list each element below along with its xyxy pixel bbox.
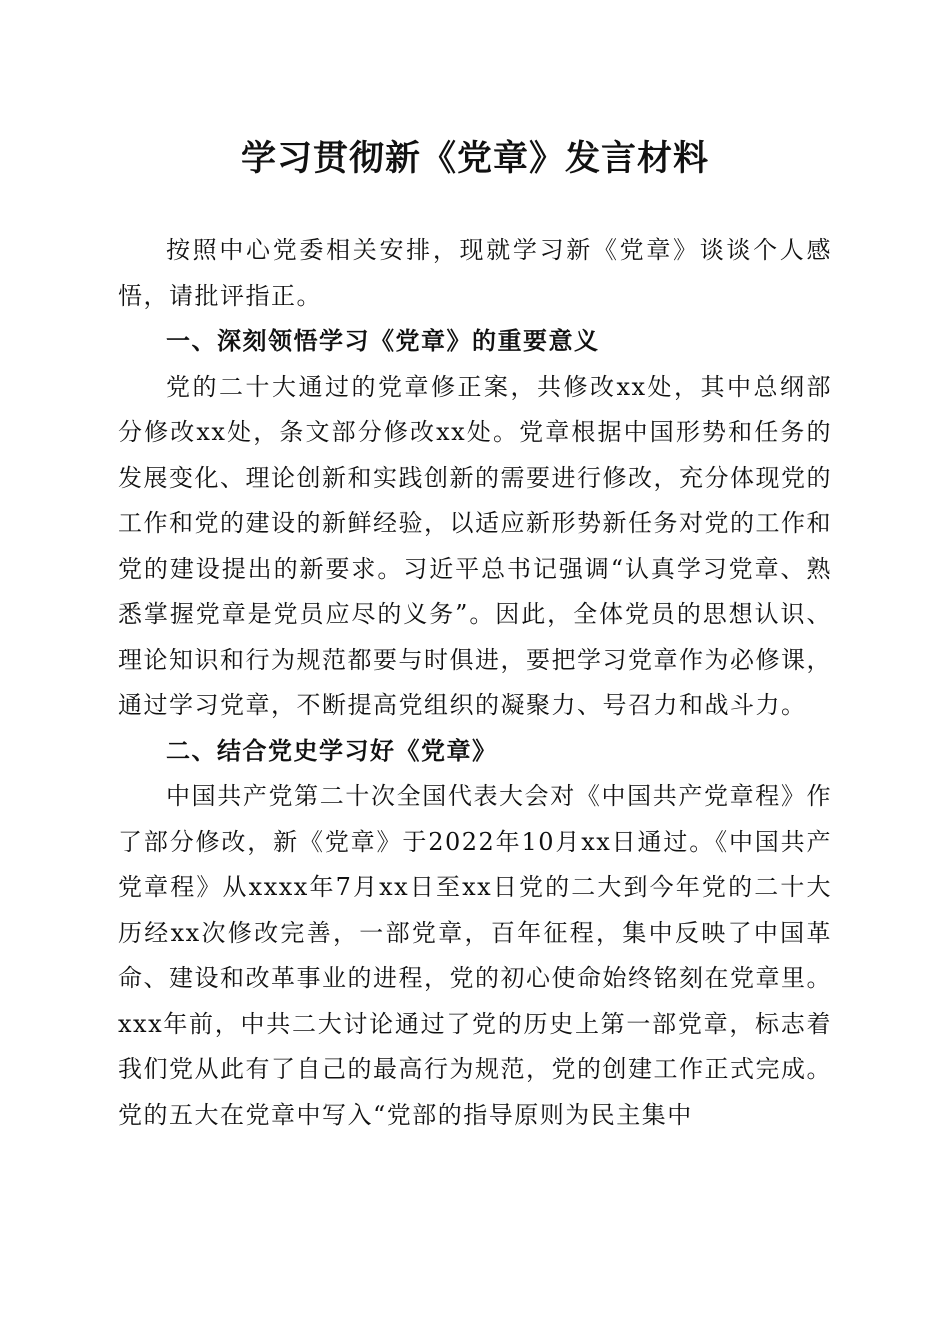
intro-paragraph: 按照中心党委相关安排，现就学习新《党章》谈谈个人感悟，请批评指正。 [118, 236, 832, 310]
section-1-paragraph: 党的二十大通过的党章修正案，共修改xx处，其中总纲部分修改xx处，条文部分修改xx处。党章根据中国形势和任务的发展变化、理论创新和实践创新的需要进行修改，充分体现党的工作和党的建设的新鲜经验，以适应新形势新任务对党的工作和党的建设提出的新要求。习近平总书记强调“认真学习党章、熟悉掌握党章是党员应尽的义务”。因此，全体党员的思想认识、理论知识和行为规范都要与时俱进，要把学习党章作为必修课，通过学习党章，不断提高党组织的凝聚力、号召力和战斗力。 [118, 372, 832, 719]
document-title: 学习贯彻新《党章》发言材料 [240, 138, 709, 179]
section-2-heading: 二、结合党史学习好《党章》 [166, 736, 498, 765]
document-body [118, 228, 832, 1138]
section-1-heading: 一、深刻领悟学习《党章》的重要意义 [166, 327, 600, 355]
section-2-paragraph: 中国共产党第二十次全国代表大会对《中国共产党章程》作了部分修改，新《党章》于2022年10月xx日通过。《中国共产党章程》从xxxx年7月xx日至xx日党的二大到今年党的二十大历经xx次修改完善，一部党章，百年征程，集中反映了中国革命、建设和改革事业的进程，党的初心使命始终铭刻在党章里。xxx年前，中共二大讨论通过了党的历史上第一部党章，标志着我们党从此有了自己的最高行为规范，党的创建工作正式完成。党的五大在党章中写入“党部的指导原则为民主集中 [118, 782, 832, 1129]
